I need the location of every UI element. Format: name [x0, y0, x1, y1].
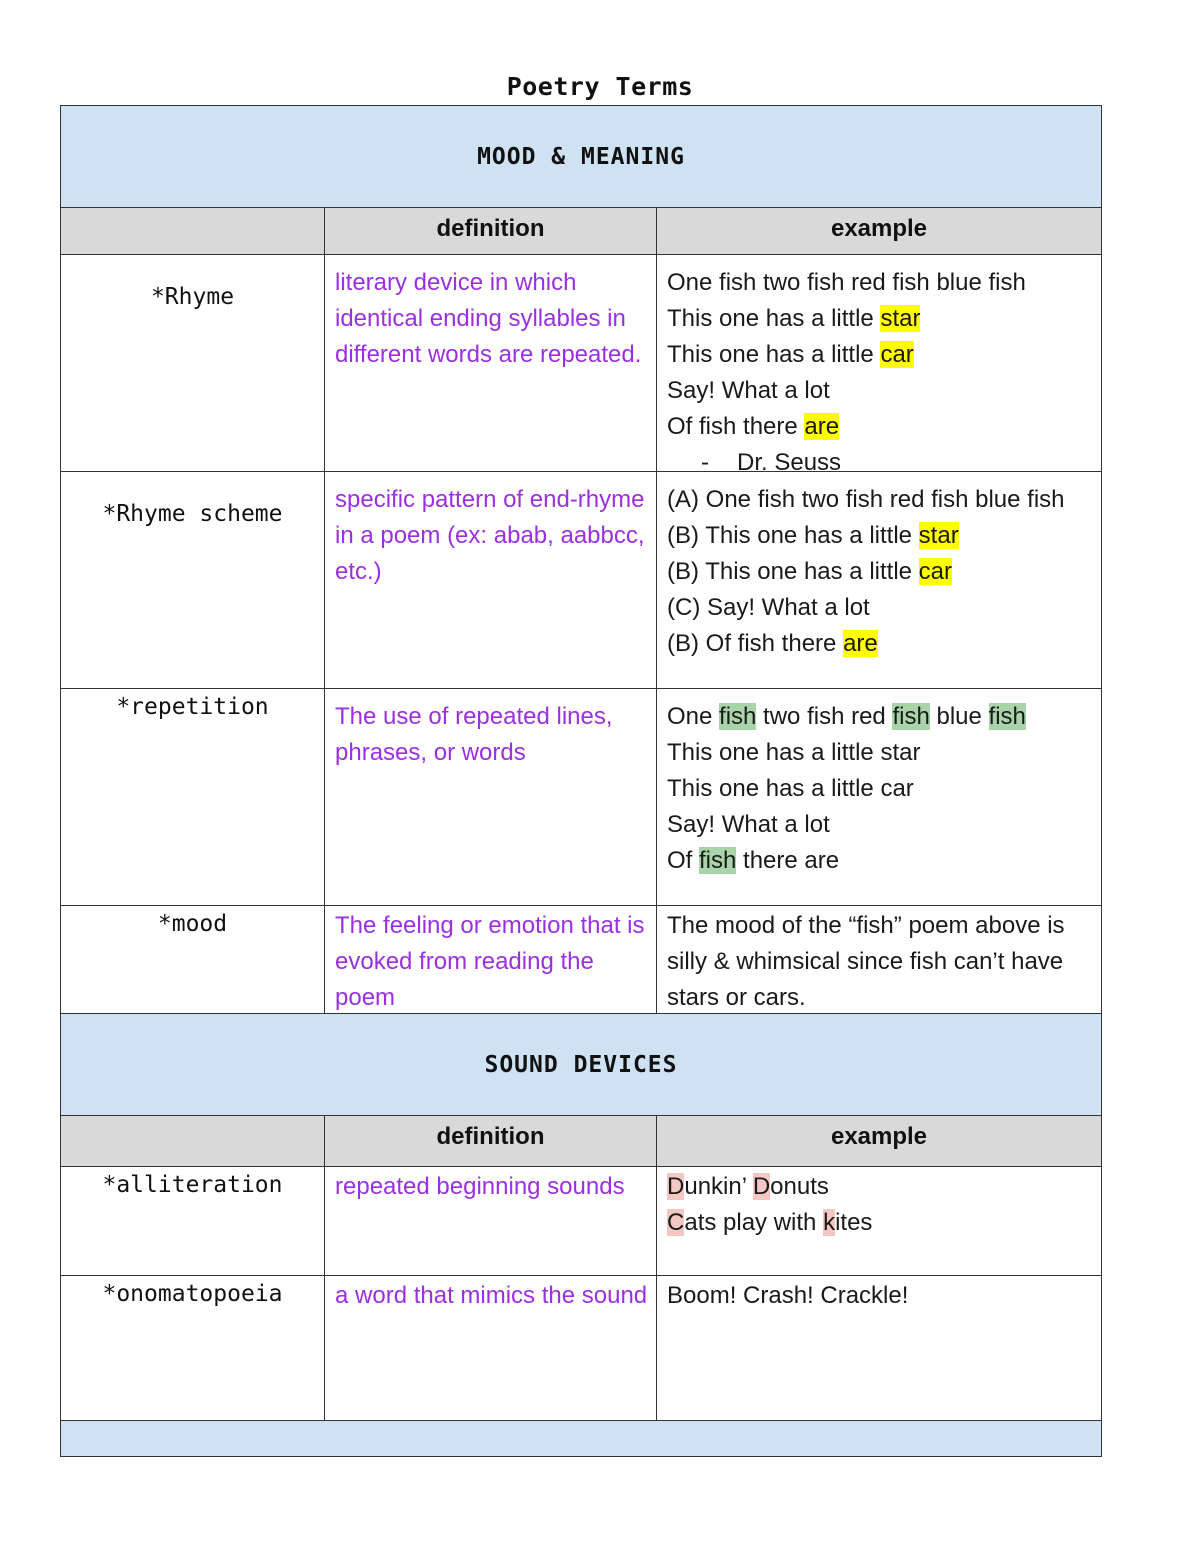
example-line: One fish two fish red fish blue fish — [667, 269, 1026, 296]
rhyme-highlight: are — [804, 413, 840, 440]
alliteration-highlight: k — [823, 1209, 836, 1236]
section-band-sound-devices — [60, 1013, 1102, 1116]
repetition-highlight: fish — [699, 847, 737, 874]
column-header-definition: definition — [324, 1115, 657, 1167]
example-line: (B) This one has a little star — [667, 522, 959, 549]
section-heading: MOOD & MEANING — [477, 144, 685, 170]
rhyme-highlight: star — [918, 522, 959, 549]
header-blank-cell — [60, 207, 325, 255]
alliteration-highlight: D — [752, 1173, 771, 1200]
term-rhyme: *Rhyme — [60, 254, 325, 472]
definition-alliteration: repeated beginning sounds — [324, 1166, 657, 1276]
definition-mood: The feeling or emotion that is evoked from reading the poem — [324, 905, 657, 1014]
example-line: Say! What a lot — [667, 377, 830, 404]
example-line: Of fish there are — [667, 413, 840, 440]
example-line: This one has a little star — [667, 305, 921, 332]
example-line: (B) This one has a little car — [667, 558, 953, 585]
section-band-mood-meaning — [60, 105, 1102, 208]
example-rhyme-scheme — [656, 471, 1102, 689]
header-blank-cell — [60, 1115, 325, 1167]
example-line: Say! What a lot — [667, 811, 830, 838]
definition-onomatopoeia: a word that mimics the sound — [324, 1275, 657, 1421]
example-repetition — [656, 688, 1102, 906]
section-band-footer — [60, 1420, 1102, 1457]
definition-rhyme-scheme: specific pattern of end-rhyme in a poem (ex: abab, aabbcc, etc.) — [324, 471, 657, 689]
rhyme-highlight: star — [880, 305, 921, 332]
column-header-definition: definition — [324, 207, 657, 255]
repetition-highlight: fish — [892, 703, 930, 730]
rhyme-highlight: car — [918, 558, 953, 585]
example-line: (C) Say! What a lot — [667, 594, 870, 621]
example-alliteration — [656, 1166, 1102, 1276]
example-line: This one has a little star — [667, 739, 921, 766]
column-header-example: example — [656, 1115, 1102, 1167]
example-line: Of fish there are — [667, 847, 840, 874]
term-rhyme-scheme: *Rhyme scheme — [60, 471, 325, 689]
example-rhyme — [656, 254, 1102, 476]
attribution: - Dr. Seuss — [701, 449, 842, 476]
example-line: One fish two fish red fish blue fish — [667, 703, 1026, 730]
rhyme-highlight: car — [880, 341, 914, 368]
page-title: Poetry Terms — [506, 72, 694, 101]
term-alliteration: *alliteration — [60, 1166, 325, 1276]
repetition-highlight: fish — [719, 703, 757, 730]
column-header-example: example — [656, 207, 1102, 255]
example-line: Dunkin’ Donuts — [667, 1173, 829, 1200]
poetry-terms-table — [60, 105, 1102, 1457]
example-line: Cats play with kites — [667, 1209, 873, 1236]
repetition-highlight: fish — [988, 703, 1026, 730]
example-mood: The mood of the “fish” poem above is silly & whimsical since fish can’t have stars or cars. — [656, 905, 1102, 1014]
alliteration-highlight: D — [667, 1173, 685, 1200]
section-heading: SOUND DEVICES — [484, 1052, 678, 1078]
term-repetition: *repetition — [60, 688, 325, 906]
example-line: (B) Of fish there are — [667, 630, 878, 657]
definition-rhyme: literary device in which identical ending syllables in different words are repeated. — [324, 254, 657, 472]
definition-repetition: The use of repeated lines, phrases, or words — [324, 688, 657, 906]
example-line: (A) One fish two fish red fish blue fish — [667, 486, 1065, 513]
example-line: This one has a little car — [667, 341, 914, 368]
alliteration-highlight: C — [667, 1209, 685, 1236]
example-line: This one has a little car — [667, 775, 914, 802]
rhyme-highlight: are — [843, 630, 878, 657]
example-onomatopoeia: Boom! Crash! Crackle! — [656, 1275, 1102, 1421]
term-onomatopoeia: *onomatopoeia — [60, 1275, 325, 1421]
term-mood: *mood — [60, 905, 325, 1014]
